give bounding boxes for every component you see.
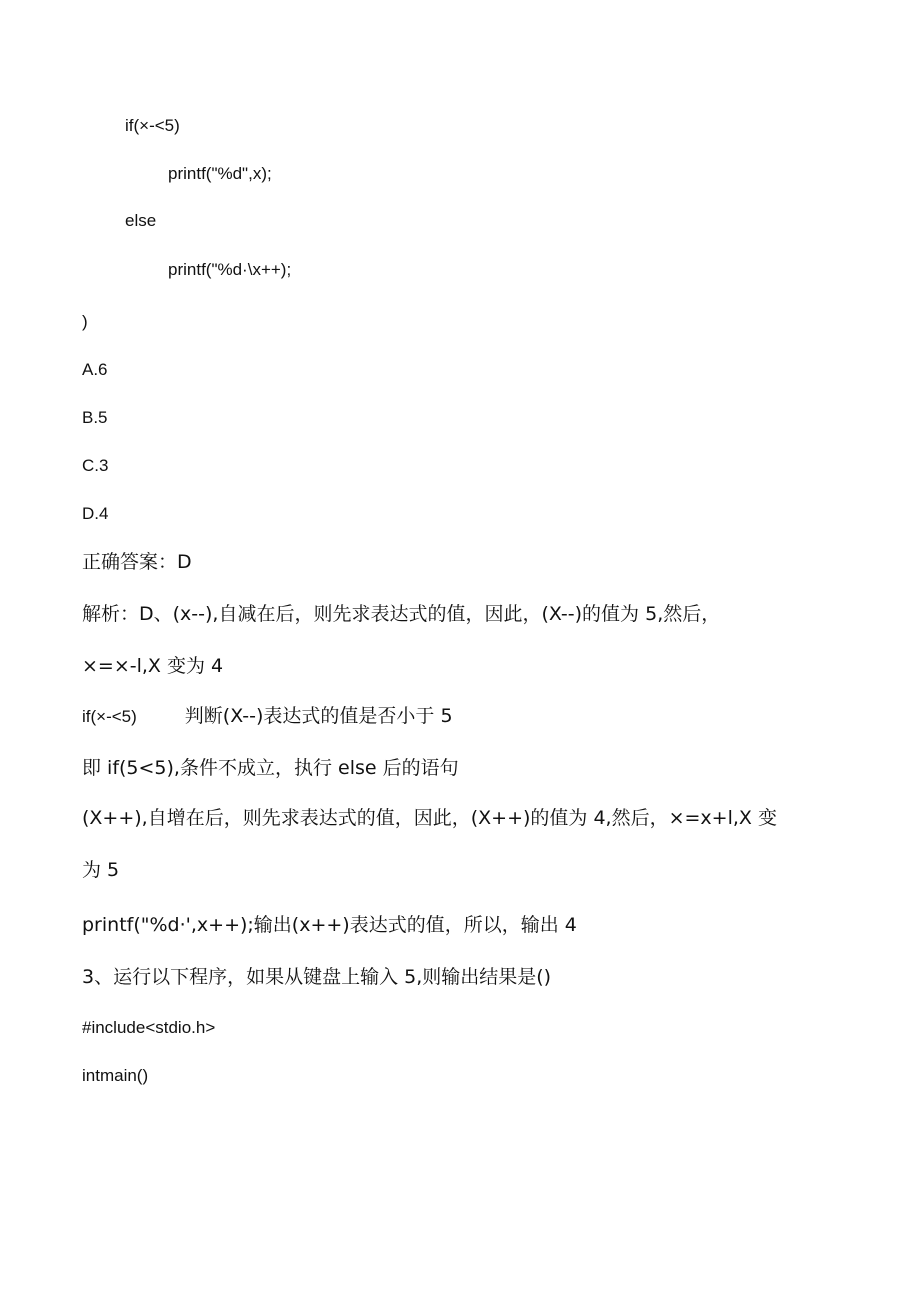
analysis-line-4: 即 if(5<5),条件不成立，执行 else 后的语句 [82, 757, 459, 779]
code-printf-line: printf("%d",x); [168, 164, 272, 183]
code-else-line: else [125, 211, 157, 230]
analysis-line-3-text: 判断(X--)表达式的值是否小于 5 [184, 705, 453, 727]
analysis-line-3-code: if(×-<5) [82, 707, 137, 726]
analysis-line-5: (X++),自增在后，则先求表达式的值，因此，(X++)的值为 4,然后，×=x+l,X 变 [82, 807, 777, 829]
question-3-title: 3、运行以下程序，如果从键盘上输入 5,则输出结果是() [82, 966, 552, 988]
code-if-line: if(×-<5) [125, 116, 180, 135]
question-3-include: #include<stdio.h> [82, 1018, 216, 1037]
code-printf-increment-line: printf("%d·\x++); [168, 260, 292, 279]
analysis-line-7: printf("%d·',x++);输出(x++)表达式的值，所以，输出 4 [82, 914, 577, 936]
option-d: D.4 [82, 504, 109, 523]
option-c: C.3 [82, 456, 109, 475]
option-a: A.6 [82, 360, 108, 379]
code-closing-paren: ) [82, 312, 88, 331]
option-b: B.5 [82, 408, 108, 427]
analysis-line-6: 为 5 [82, 859, 120, 881]
question-3-main: intmain() [82, 1066, 149, 1085]
analysis-line-3 [82, 705, 453, 728]
analysis-line-2: ×=×-l,X 变为 4 [82, 655, 224, 677]
correct-answer: 正确答案：D [82, 551, 192, 573]
analysis-line-1: 解析：D、(x--),自减在后，则先求表达式的值，因此，(X--)的值为 5,然后， [82, 603, 721, 625]
